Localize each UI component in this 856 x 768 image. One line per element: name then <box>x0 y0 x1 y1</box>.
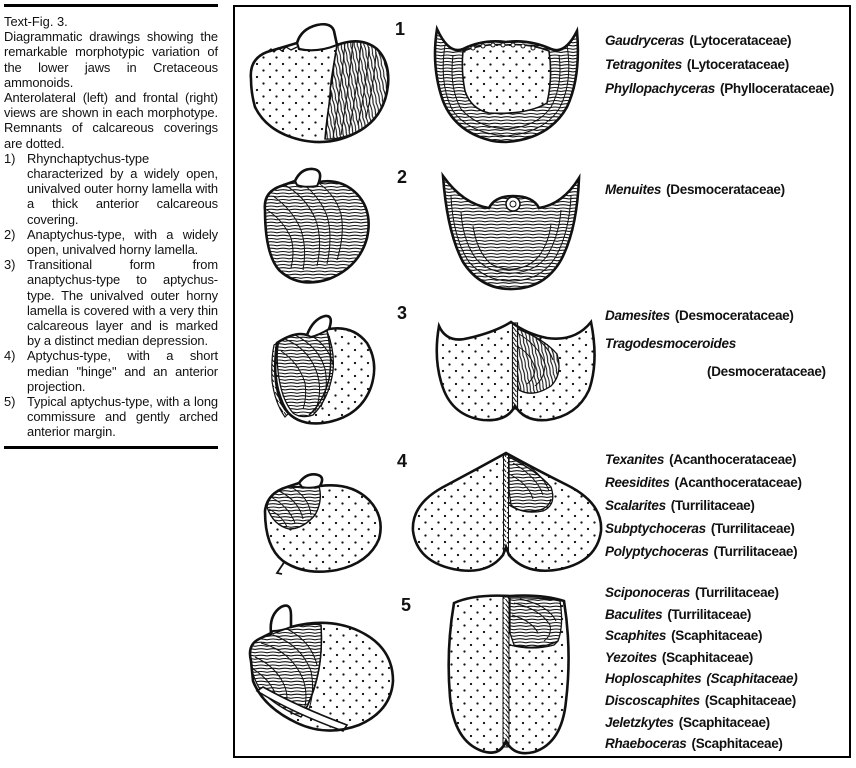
row3-frontal-jaw-drawing <box>427 302 603 445</box>
row2-frontal-jaw-drawing <box>437 168 585 296</box>
genus-name: Gaudryceras <box>605 33 685 48</box>
taxon-label <box>605 77 834 101</box>
family-name: (Acanthocerataceae) <box>674 475 802 490</box>
family-name: (Desmocerataceae) <box>674 308 794 323</box>
row5-taxon-labels <box>605 582 797 755</box>
row1-taxon-labels <box>605 29 834 101</box>
taxon-label <box>605 540 802 563</box>
taxon-label <box>605 733 797 755</box>
caption-item-2 <box>4 227 218 257</box>
genus-name: Reesidites <box>605 475 670 490</box>
row4-taxon-labels <box>605 448 802 563</box>
family-name: (Scaphitaceae) <box>691 736 783 752</box>
family-name: (Lytocerataceae) <box>689 33 792 48</box>
taxon-label <box>605 668 797 690</box>
item-text: Anaptychus-type, with a widely open, univalved horny lamella. <box>27 226 218 258</box>
taxon-label <box>605 494 802 517</box>
genus-name: Hoploscaphites <box>605 671 702 687</box>
family-name: (Scaphitaceae) <box>706 671 798 687</box>
morphotype-number-1: 1 <box>395 19 406 39</box>
family-name: (Turrilitaceae) <box>694 585 779 600</box>
taxon-label <box>605 582 797 604</box>
item-number: 3) <box>4 257 16 273</box>
family-name: (Lytocerataceae) <box>686 57 789 72</box>
caption-item-5 <box>4 394 218 440</box>
genus-name: Damesites <box>605 308 670 323</box>
row3-anterolateral-jaw-drawing <box>261 307 381 435</box>
morphotype-number-3: 3 <box>397 303 408 323</box>
taxon-label <box>605 178 785 202</box>
row1-frontal-jaw-drawing <box>429 15 584 155</box>
taxon-label <box>605 690 797 712</box>
morphotype-number-2: 2 <box>397 167 408 187</box>
genus-name: Scalarites <box>605 498 666 513</box>
caption-item-3 <box>4 257 218 348</box>
row1-anterolateral-jaw-drawing <box>241 21 391 153</box>
row2-taxon-labels <box>605 178 785 202</box>
family-name: (Desmocerataceae) <box>666 182 785 197</box>
genus-name: Scaphites <box>605 628 667 644</box>
family-name: (Turrilitaceae) <box>667 606 752 622</box>
genus-name: Polyptychoceras <box>605 544 709 559</box>
genus-name: Subptychoceras <box>605 521 706 536</box>
caption-item-1 <box>4 151 218 227</box>
genus-name: Phyllopachyceras <box>605 81 716 96</box>
item-text: Transitional form from anaptychus-type to aptychus-type. The univalved outer horny lamella is covered with a very thin calcareous layer and is marked by a distinct median depression. <box>27 257 218 349</box>
caption-top-rule <box>4 4 218 7</box>
row3-taxon-labels <box>605 302 826 386</box>
taxon-label <box>605 712 797 734</box>
caption-paragraph-2: Anterolateral (left) and frontal (right) views are shown in each morphotype. Remnants of calcareous coverings are dotted. <box>4 90 218 151</box>
figure-panel <box>233 5 851 758</box>
family-name: (Turrilitaceae) <box>710 521 795 536</box>
family-name: (Scaphitaceae) <box>661 649 753 665</box>
item-text: Aptychus-type, with a short median "hinge" and an anterior projection. <box>27 348 218 394</box>
genus-name: Yezoites <box>605 649 657 665</box>
morphotype-number-4: 4 <box>397 451 408 471</box>
family-name: (Turrilitaceae) <box>713 544 798 559</box>
family-name: (Scaphitaceae) <box>704 692 796 708</box>
caption-paragraph-1: Diagrammatic drawings showing the remarkable morphotypic variation of the lower jaws in Cretaceous ammonoids. <box>4 29 218 90</box>
taxon-label <box>605 53 834 77</box>
item-text: Rhynchaptychus-type characterized by a widely open, univalved outer horny lamella with a thick anterior calcareous covering. <box>27 150 218 227</box>
taxon-label <box>605 647 797 669</box>
item-number: 4) <box>4 348 16 364</box>
genus-name: Tragodesmoceroides <box>605 336 736 351</box>
item-number: 1) <box>4 150 16 166</box>
genus-name: Rhaeboceras <box>605 736 687 752</box>
genus-name: Sciponoceras <box>605 585 690 600</box>
family-name: (Scaphitaceae) <box>678 714 770 730</box>
family-name: (Desmocerataceae) <box>707 364 826 379</box>
taxon-label <box>605 29 834 53</box>
caption-item-4 <box>4 348 218 394</box>
genus-name: Discoscaphites <box>605 692 700 708</box>
taxon-label <box>702 358 826 386</box>
taxon-label <box>605 448 802 471</box>
taxon-label <box>605 625 797 647</box>
genus-name: Baculites <box>605 606 663 622</box>
caption-bottom-rule <box>4 446 218 449</box>
taxon-label <box>605 517 802 540</box>
genus-name: Tetragonites <box>605 57 682 72</box>
taxon-label <box>605 302 826 330</box>
genus-name: Jeletzkytes <box>605 714 674 730</box>
item-number: 5) <box>4 394 16 410</box>
family-name: (Scaphitaceae) <box>671 628 763 644</box>
family-name: (Turrilitaceae) <box>670 498 755 513</box>
taxon-label <box>605 471 802 494</box>
genus-name: Texanites <box>605 452 665 467</box>
item-text: Typical aptychus-type, with a long commissure and gently arched anterior margin. <box>27 394 218 440</box>
item-number: 2) <box>4 226 16 242</box>
taxon-label <box>605 330 826 358</box>
family-name: (Phyllocerataceae) <box>720 81 834 96</box>
caption-title: Text-Fig. 3. <box>4 14 68 29</box>
family-name: (Acanthocerataceae) <box>669 452 797 467</box>
row4-anterolateral-jaw-drawing <box>255 467 388 579</box>
taxon-label <box>605 604 797 626</box>
genus-name: Menuites <box>605 182 662 197</box>
row4-frontal-jaw-drawing <box>403 447 613 591</box>
row2-anterolateral-jaw-drawing <box>253 166 375 292</box>
morphotype-number-5: 5 <box>401 595 412 615</box>
row5-frontal-jaw-drawing <box>442 589 578 763</box>
figure-caption <box>4 4 218 449</box>
row5-anterolateral-jaw-drawing <box>243 599 403 741</box>
